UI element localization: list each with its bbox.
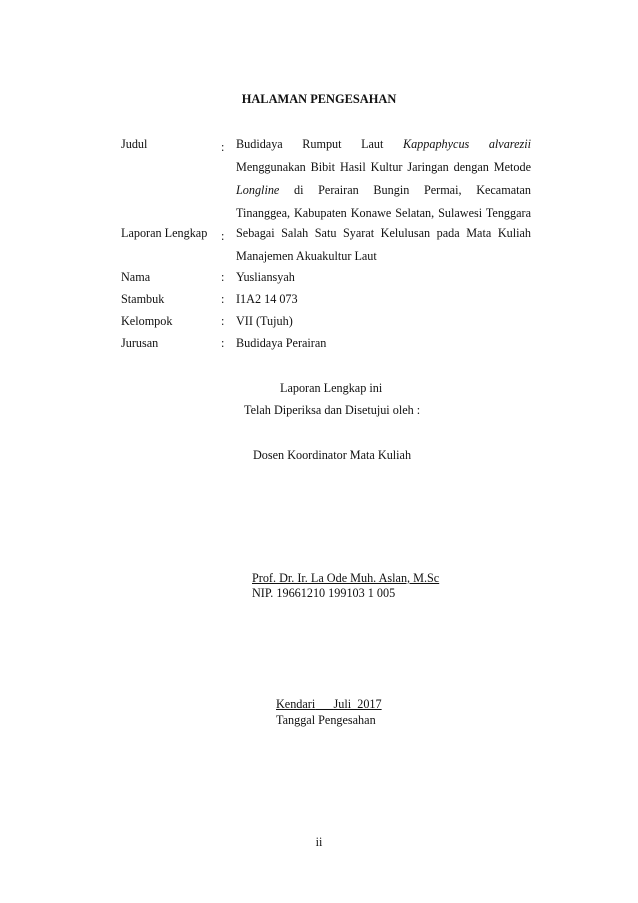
judul-line-3 — [236, 183, 531, 198]
colon-kelompok: : — [221, 314, 225, 328]
label-kelompok: Kelompok — [121, 314, 173, 328]
page-number: ii — [315, 835, 323, 849]
label-judul: Judul — [121, 137, 148, 151]
date-month-year: Juli 2017 — [333, 697, 382, 711]
date-label: Tanggal Pengesahan — [276, 713, 376, 727]
value-nama: Yusliansyah — [236, 270, 295, 284]
signatory-name: Prof. Dr. Ir. La Ode Muh. Aslan, M.Sc — [252, 571, 440, 585]
label-stambuk: Stambuk — [121, 292, 165, 306]
value-kelompok: VII (Tujuh) — [236, 314, 293, 328]
judul-line-2: Menggunakan Bibit Hasil Kultur Jaringan dengan Metode — [236, 160, 531, 174]
laporan-line-2: Manajemen Akuakultur Laut — [236, 249, 377, 263]
approval-role: Dosen Koordinator Mata Kuliah — [253, 448, 412, 462]
judul-species-epithet: alvarezii — [488, 137, 532, 151]
judul-line-4: Tinanggea, Kabupaten Konawe Selatan, Sulawesi Tenggara — [236, 206, 531, 220]
laporan-line-1: Sebagai Salah Satu Syarat Kelulusan pada Mata Kuliah — [236, 226, 531, 240]
judul-word: Rumput — [302, 137, 342, 151]
colon-jurusan: : — [221, 336, 225, 350]
value-jurusan: Budidaya Perairan — [236, 336, 327, 350]
judul-line-1 — [236, 137, 531, 152]
judul-word: Laut — [361, 137, 384, 151]
label-jurusan: Jurusan — [121, 336, 159, 350]
label-laporan-lengkap: Laporan Lengkap — [121, 226, 208, 240]
page-title: HALAMAN PENGESAHAN — [241, 92, 397, 106]
value-stambuk: I1A2 14 073 — [236, 292, 298, 306]
judul-word: Perairan — [318, 183, 359, 197]
judul-word: Permai, — [423, 183, 462, 197]
judul-method-word: Longline — [236, 183, 280, 197]
date-place: Kendari — [276, 697, 316, 711]
judul-word: Budidaya — [236, 137, 283, 151]
approval-line-2: Telah Diperiksa dan Disetujui oleh : — [244, 403, 421, 417]
judul-word: Bungin — [373, 183, 410, 197]
colon-nama: : — [221, 270, 225, 284]
label-nama: Nama — [121, 270, 151, 284]
judul-word: Kecamatan — [476, 183, 531, 197]
signatory-nip: NIP. 19661210 199103 1 005 — [252, 586, 396, 600]
judul-word: di — [294, 183, 304, 197]
date-line — [276, 697, 382, 712]
colon-stambuk: : — [221, 292, 225, 306]
approval-line-1: Laporan Lengkap ini — [280, 381, 383, 395]
colon-judul: : — [221, 140, 225, 154]
judul-species-genus: Kappaphycus — [402, 137, 470, 151]
colon-laporan-lengkap: : — [221, 229, 225, 243]
